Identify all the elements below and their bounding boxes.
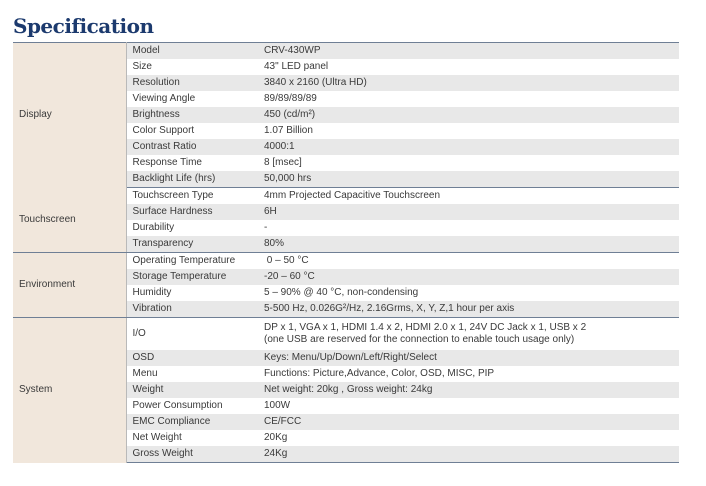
value-vibration: 5-500 Hz, 0.026G²/Hz, 2.16Grms, X, Y, Z,1 hour per axis — [258, 301, 679, 318]
attr-vibration: Vibration — [126, 301, 258, 318]
attr-emc-compliance: EMC Compliance — [126, 414, 258, 430]
value-io-line2: (one USB are reserved for the connection to enable touch usage only) — [264, 334, 575, 345]
value-io — [258, 318, 679, 351]
attr-brightness: Brightness — [126, 107, 258, 123]
attr-touchscreen-type: Touchscreen Type — [126, 188, 258, 205]
value-humidity: 5 – 90% @ 40 °C, non-condensing — [258, 285, 679, 301]
attr-menu: Menu — [126, 366, 258, 382]
value-menu: Functions: Picture,Advance, Color, OSD, MISC, PIP — [258, 366, 679, 382]
attr-osd: OSD — [126, 350, 258, 366]
attr-size: Size — [126, 59, 258, 75]
attr-transparency: Transparency — [126, 236, 258, 253]
value-net-weight: 20Kg — [258, 430, 679, 446]
attr-humidity: Humidity — [126, 285, 258, 301]
attr-response-time: Response Time — [126, 155, 258, 171]
attr-viewing-angle: Viewing Angle — [126, 91, 258, 107]
attr-model: Model — [126, 43, 258, 60]
attr-io: I/O — [126, 318, 258, 351]
attr-gross-weight: Gross Weight — [126, 446, 258, 463]
value-backlight-life: 50,000 hrs — [258, 171, 679, 188]
value-operating-temperature: 0 – 50 °C — [258, 253, 679, 270]
value-gross-weight: 24Kg — [258, 446, 679, 463]
value-io-line1: DP x 1, VGA x 1, HDMI 1.4 x 2, HDMI 2.0 x 1, 24V DC Jack x 1, USB x 2 — [264, 322, 587, 333]
value-osd: Keys: Menu/Up/Down/Left/Right/Select — [258, 350, 679, 366]
attr-backlight-life: Backlight Life (hrs) — [126, 171, 258, 188]
page-title: Specification — [13, 14, 154, 38]
attr-weight: Weight — [126, 382, 258, 398]
value-resolution: 3840 x 2160 (Ultra HD) — [258, 75, 679, 91]
category-environment: Environment — [13, 253, 126, 318]
value-size: 43" LED panel — [258, 59, 679, 75]
attr-surface-hardness: Surface Hardness — [126, 204, 258, 220]
value-surface-hardness: 6H — [258, 204, 679, 220]
spec-table — [13, 42, 679, 463]
category-touchscreen: Touchscreen — [13, 188, 126, 253]
attr-contrast-ratio: Contrast Ratio — [126, 139, 258, 155]
value-color-support: 1.07 Billion — [258, 123, 679, 139]
attr-net-weight: Net Weight — [126, 430, 258, 446]
category-display: Display — [13, 43, 126, 188]
category-system: System — [13, 318, 126, 463]
value-contrast-ratio: 4000:1 — [258, 139, 679, 155]
attr-storage-temperature: Storage Temperature — [126, 269, 258, 285]
value-touchscreen-type: 4mm Projected Capacitive Touchscreen — [258, 188, 679, 205]
attr-durability: Durability — [126, 220, 258, 236]
value-weight: Net weight: 20kg , Gross weight: 24kg — [258, 382, 679, 398]
attr-resolution: Resolution — [126, 75, 258, 91]
attr-color-support: Color Support — [126, 123, 258, 139]
value-response-time: 8 [msec] — [258, 155, 679, 171]
value-storage-temperature: -20 – 60 °C — [258, 269, 679, 285]
value-transparency: 80% — [258, 236, 679, 253]
value-model: CRV-430WP — [258, 43, 679, 60]
attr-operating-temperature: Operating Temperature — [126, 253, 258, 270]
value-brightness: 450 (cd/m²) — [258, 107, 679, 123]
value-emc-compliance: CE/FCC — [258, 414, 679, 430]
attr-power-consumption: Power Consumption — [126, 398, 258, 414]
value-viewing-angle: 89/89/89/89 — [258, 91, 679, 107]
value-power-consumption: 100W — [258, 398, 679, 414]
value-durability: - — [258, 220, 679, 236]
